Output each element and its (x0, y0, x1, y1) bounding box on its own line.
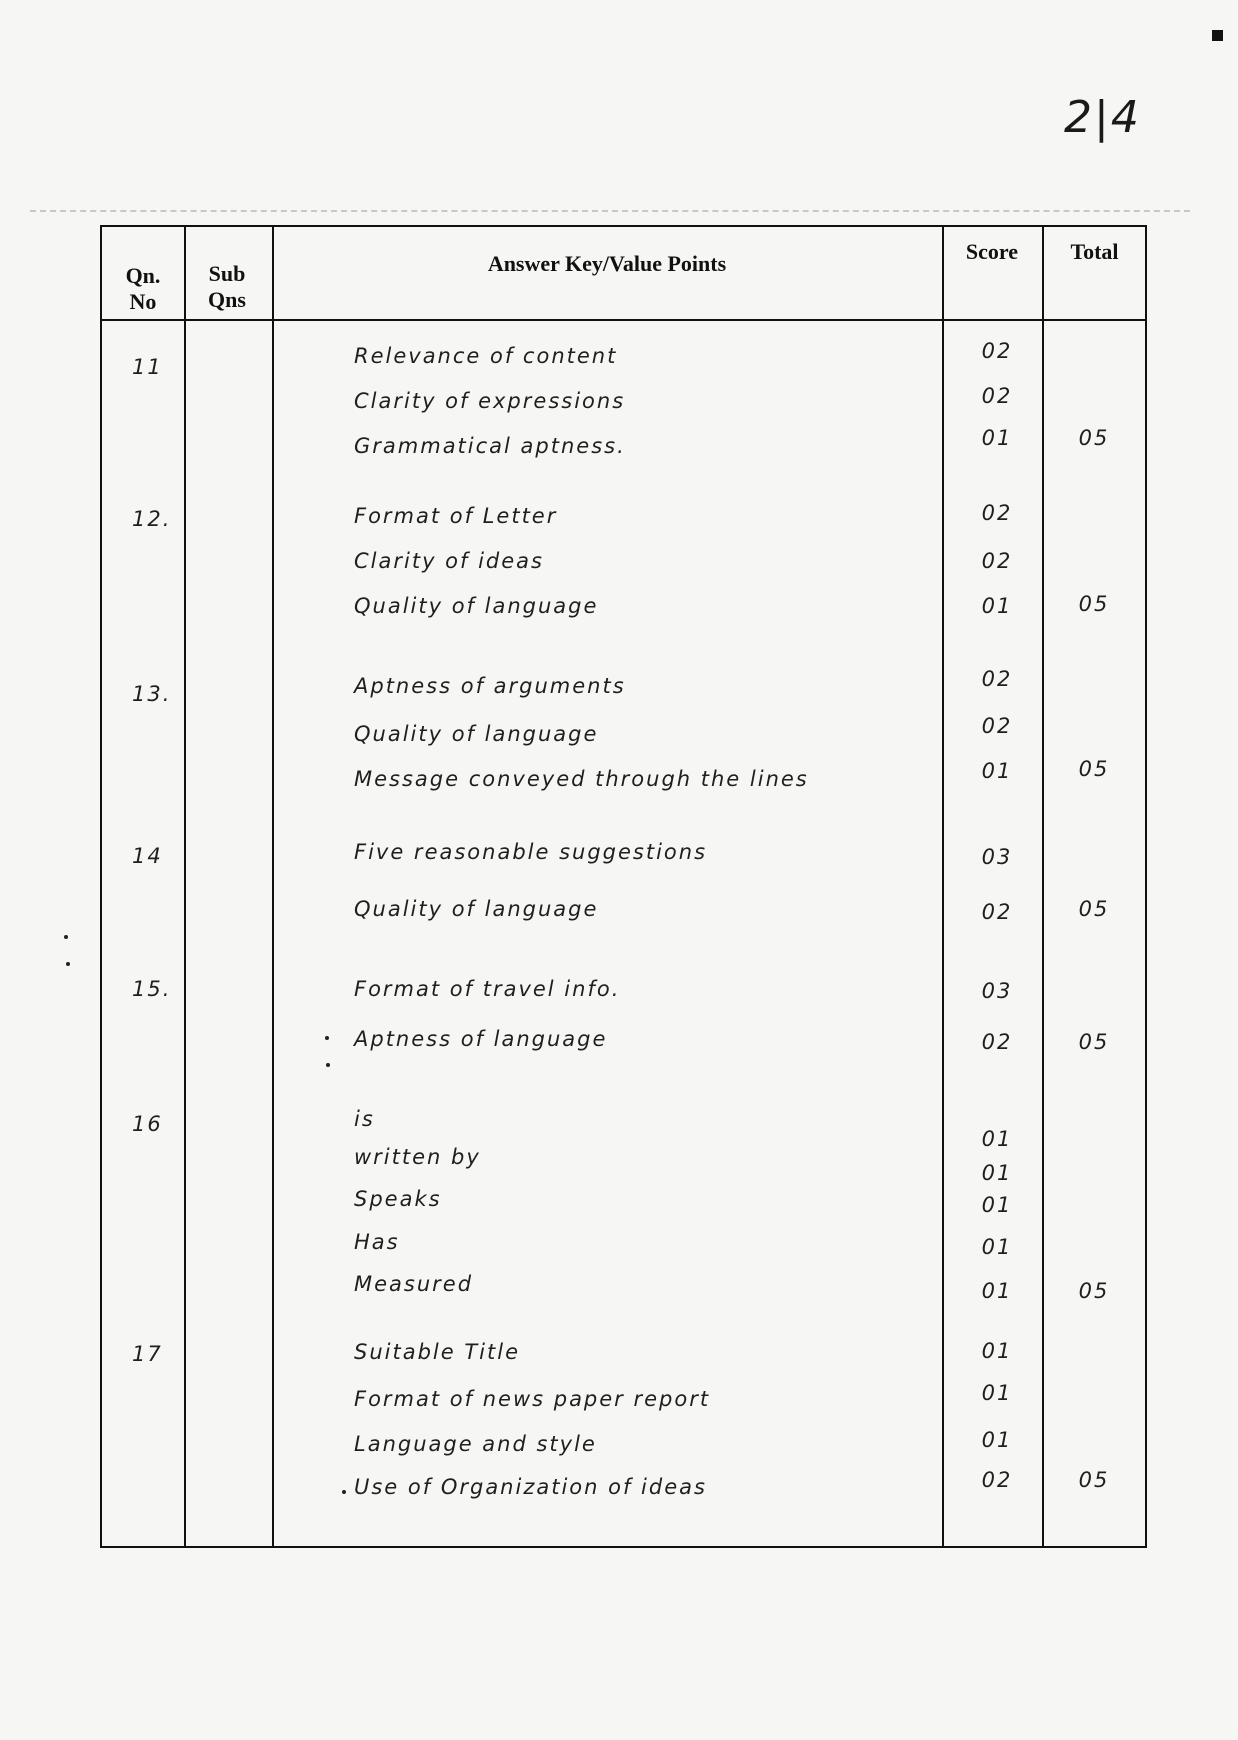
header-score: Score (965, 239, 1019, 264)
question-number: 17 (132, 1342, 163, 1366)
answer-point: Measured (354, 1272, 474, 1296)
score-value: 02 (981, 339, 1013, 363)
answer-point: written by (354, 1145, 481, 1169)
score-value: 02 (981, 384, 1013, 408)
corner-mark (1212, 30, 1223, 41)
total-value: 05 (1078, 1468, 1110, 1492)
answer-point: Language and style (354, 1432, 597, 1456)
score-value: 02 (981, 900, 1013, 924)
answer-point: Five reasonable suggestions (354, 840, 708, 864)
score-value: 01 (981, 1381, 1013, 1405)
col-divider (1042, 227, 1044, 1546)
stray-dot (326, 1063, 330, 1067)
answer-point: Format of travel info. (354, 977, 621, 1001)
total-value: 05 (1078, 1030, 1110, 1054)
score-value: 02 (981, 549, 1013, 573)
total-value: 05 (1078, 592, 1110, 616)
score-value: 02 (981, 714, 1013, 738)
score-value: 01 (981, 426, 1013, 450)
page-number: 2|4 (1064, 92, 1141, 143)
score-value: 01 (981, 1428, 1013, 1452)
question-number: 16 (132, 1112, 163, 1136)
answer-point: Message conveyed through the lines (354, 767, 809, 791)
score-value: 01 (981, 1193, 1013, 1217)
answer-point: Speaks (354, 1187, 442, 1211)
total-value: 05 (1078, 897, 1110, 921)
answer-point: Grammatical aptness. (354, 434, 626, 458)
score-value: 02 (981, 1030, 1013, 1054)
score-value: 02 (981, 667, 1013, 691)
score-value: 01 (981, 759, 1013, 783)
score-value: 03 (981, 845, 1013, 869)
answer-point: Clarity of expressions (354, 389, 626, 413)
stray-dot (64, 935, 68, 939)
score-value: 03 (981, 979, 1013, 1003)
question-number: 13. (132, 682, 172, 706)
answer-point: Quality of language (354, 897, 599, 921)
question-number: 12. (132, 507, 172, 531)
scan-smudge (30, 210, 1190, 218)
question-number: 15. (132, 977, 172, 1001)
score-value: 01 (981, 1127, 1013, 1151)
answer-point: Use of Organization of ideas (354, 1475, 707, 1499)
answer-point: Clarity of ideas (354, 549, 544, 573)
answer-point: Aptness of arguments (354, 674, 626, 698)
total-value: 05 (1078, 1279, 1110, 1303)
score-value: 01 (981, 1235, 1013, 1259)
header-qn-no: Qn. No (125, 263, 161, 314)
answer-point: is (354, 1107, 375, 1131)
score-value: 01 (981, 1339, 1013, 1363)
score-value: 01 (981, 1279, 1013, 1303)
stray-dot (342, 1490, 346, 1494)
total-value: 05 (1078, 757, 1110, 781)
question-number: 14 (132, 844, 163, 868)
header-answer-key: Answer Key/Value Points (487, 251, 727, 276)
header-total: Total (1070, 239, 1119, 264)
score-value: 02 (981, 501, 1013, 525)
answer-point: Suitable Title (354, 1340, 520, 1364)
col-divider (942, 227, 944, 1546)
score-value: 01 (981, 1161, 1013, 1185)
col-divider (272, 227, 274, 1546)
header-divider (102, 319, 1145, 321)
answer-point: Has (354, 1230, 400, 1254)
answer-point: Format of news paper report (354, 1387, 711, 1411)
answer-point: Relevance of content (354, 344, 618, 368)
stray-dot (325, 1036, 329, 1040)
score-value: 01 (981, 594, 1013, 618)
question-number: 11 (132, 355, 163, 379)
answer-point: Quality of language (354, 594, 599, 618)
answer-point: Format of Letter (354, 504, 558, 528)
answer-point: Quality of language (354, 722, 599, 746)
total-value: 05 (1078, 426, 1110, 450)
answer-point: Aptness of language (354, 1027, 608, 1051)
score-value: 02 (981, 1468, 1013, 1492)
header-sub-qns: Sub Qns (208, 261, 246, 312)
stray-dot (66, 962, 70, 966)
answer-key-table (100, 225, 1147, 1548)
col-divider (184, 227, 186, 1546)
